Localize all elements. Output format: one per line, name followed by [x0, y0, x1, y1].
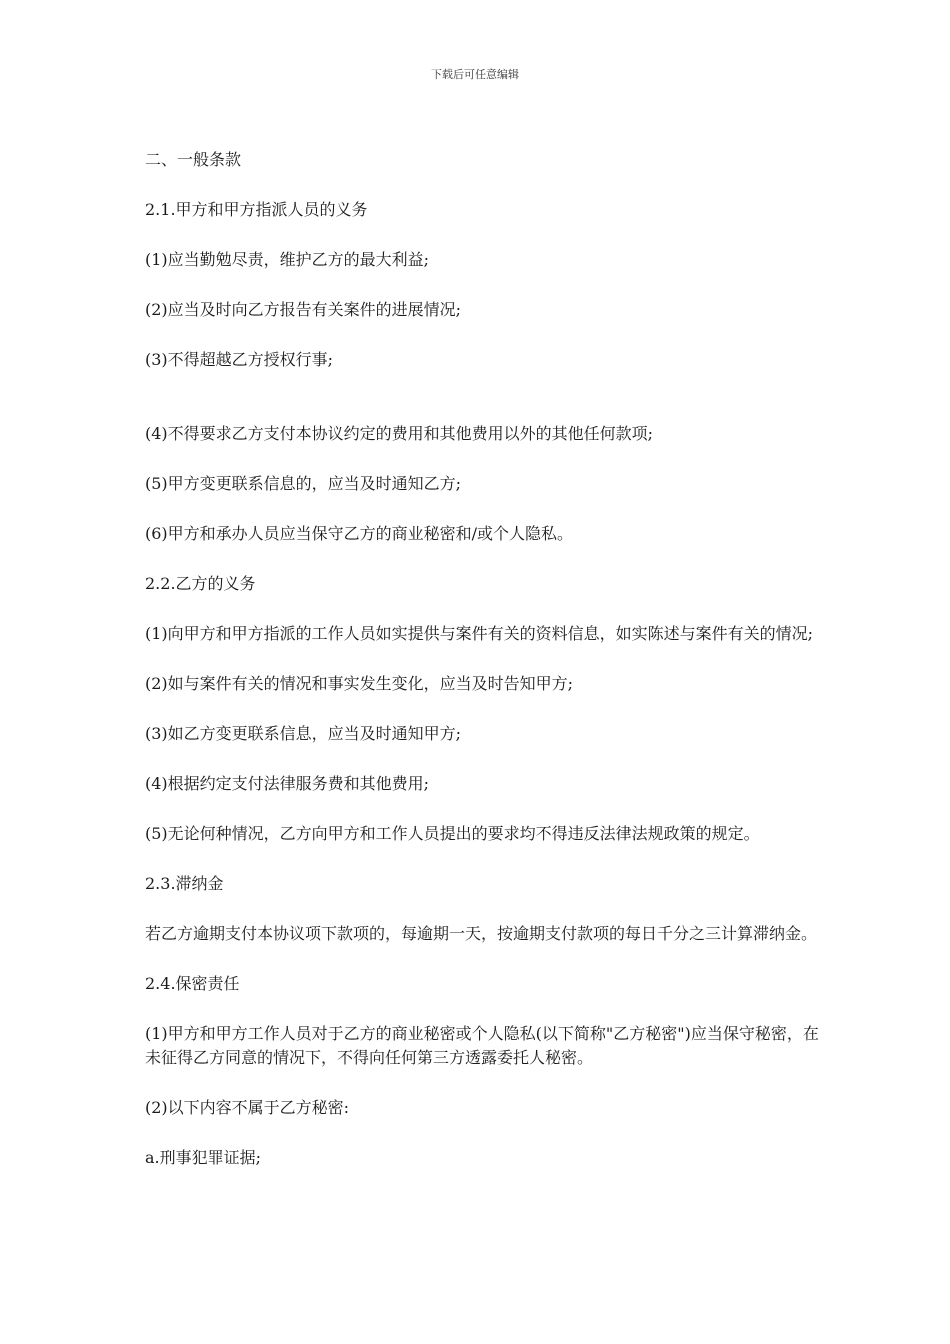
clause-item: (5)甲方变更联系信息的，应当及时通知乙方; — [145, 474, 462, 493]
clause-item: (2)以下内容不属于乙方秘密: — [145, 1098, 350, 1117]
clause-item: a.刑事犯罪证据; — [145, 1148, 262, 1167]
clause-item: (1)甲方和甲方工作人员对于乙方的商业秘密或个人隐私(以下简称"乙方秘密")应当保守秘密，在未征得乙方同意的情况下，不得向任何第三方透露委托人秘密。 — [145, 1024, 819, 1067]
clause-item: (1)应当勤勉尽责，维护乙方的最大利益; — [145, 250, 430, 269]
clause-item: (3)如乙方变更联系信息，应当及时通知甲方; — [145, 724, 462, 743]
clause-heading: 2.4.保密责任 — [145, 974, 240, 993]
clause-item: (1)向甲方和甲方指派的工作人员如实提供与案件有关的资料信息，如实陈述与案件有关的情况; — [145, 624, 814, 643]
section-title: 二、一般条款 — [145, 150, 242, 169]
clause-heading: 2.1.甲方和甲方指派人员的义务 — [145, 200, 368, 219]
clause-item: (2)应当及时向乙方报告有关案件的进展情况; — [145, 300, 462, 319]
clause-heading: 2.2.乙方的义务 — [145, 574, 256, 593]
clause-item: (6)甲方和承办人员应当保守乙方的商业秘密和/或个人隐私。 — [145, 524, 574, 543]
document-body — [145, 148, 820, 1196]
clause-item: (4)不得要求乙方支付本协议约定的费用和其他费用以外的其他任何款项; — [145, 424, 654, 443]
clause-item: (5)无论何种情况，乙方向甲方和工作人员提出的要求均不得违反法律法规政策的规定。 — [145, 824, 760, 843]
clause-heading: 2.3.滞纳金 — [145, 874, 224, 893]
clause-item: (2)如与案件有关的情况和事实发生变化，应当及时告知甲方; — [145, 674, 574, 693]
page-header: 下载后可任意编辑 — [431, 68, 519, 81]
clause-item: 若乙方逾期支付本协议项下款项的，每逾期一天，按逾期支付款项的每日千分之三计算滞纳金。 — [145, 924, 818, 943]
clause-item: (4)根据约定支付法律服务费和其他费用; — [145, 774, 430, 793]
clause-item: (3)不得超越乙方授权行事; — [145, 350, 334, 369]
